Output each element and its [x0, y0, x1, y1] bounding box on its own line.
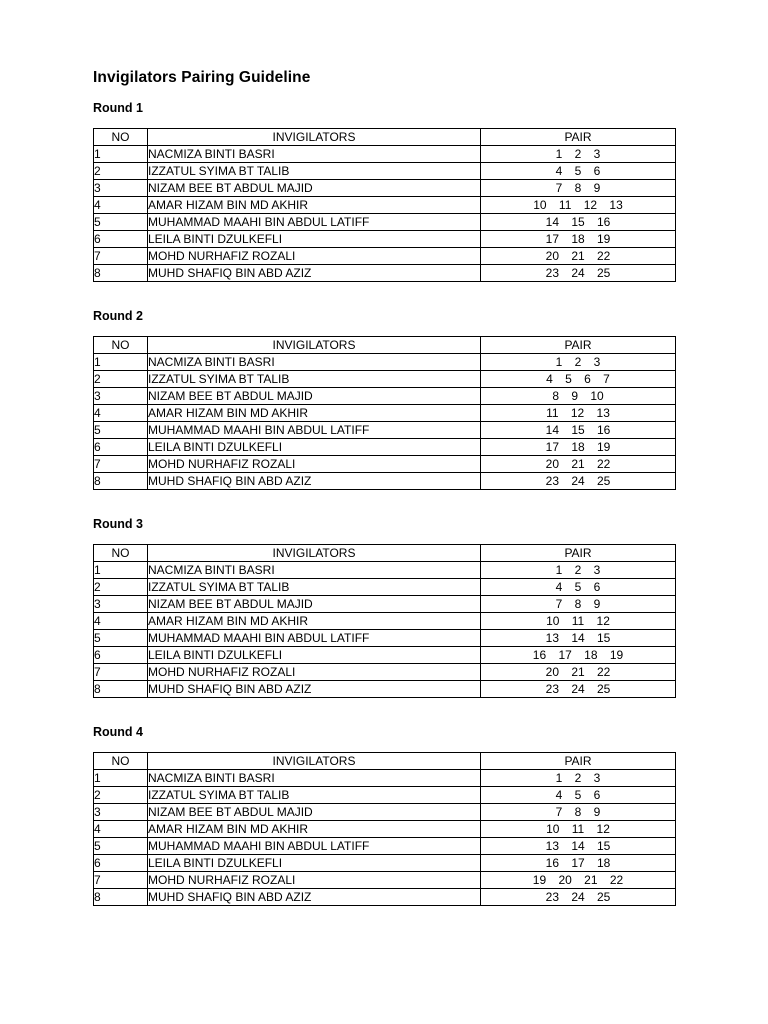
- row-number-cell: 4: [94, 821, 148, 838]
- row-number-cell: 3: [94, 804, 148, 821]
- table-row: [94, 562, 676, 579]
- table-header-row: [94, 337, 676, 354]
- pair-numbers-cell: 1 2 3: [481, 770, 676, 787]
- column-header-invigilators: INVIGILATORS: [148, 337, 481, 354]
- table-row: [94, 855, 676, 872]
- table-row: [94, 146, 676, 163]
- table-row: [94, 354, 676, 371]
- pair-numbers-cell: 10 11 12 13: [481, 197, 676, 214]
- pair-numbers-cell: 17 18 19: [481, 231, 676, 248]
- row-number-cell: 2: [94, 579, 148, 596]
- pair-numbers-cell: 4 5 6 7: [481, 371, 676, 388]
- invigilator-name-cell: AMAR HIZAM BIN MD AKHIR: [148, 821, 481, 838]
- pair-numbers-cell: 14 15 16: [481, 214, 676, 231]
- table-row: [94, 596, 676, 613]
- table-row: [94, 787, 676, 804]
- row-number-cell: 7: [94, 248, 148, 265]
- table-row: [94, 265, 676, 282]
- invigilator-name-cell: MUHAMMAD MAAHI BIN ABDUL LATIFF: [148, 838, 481, 855]
- pair-numbers-cell: 4 5 6: [481, 787, 676, 804]
- pair-numbers-cell: 1 2 3: [481, 354, 676, 371]
- invigilator-name-cell: IZZATUL SYIMA BT TALIB: [148, 787, 481, 804]
- round-3-table: [93, 544, 676, 698]
- round-2-table: [93, 336, 676, 490]
- pair-numbers-cell: 20 21 22: [481, 456, 676, 473]
- row-number-cell: 5: [94, 838, 148, 855]
- invigilator-name-cell: MUHAMMAD MAAHI BIN ABDUL LATIFF: [148, 630, 481, 647]
- invigilator-name-cell: LEILA BINTI DZULKEFLI: [148, 855, 481, 872]
- table-row: [94, 647, 676, 664]
- table-row: [94, 214, 676, 231]
- row-number-cell: 6: [94, 231, 148, 248]
- invigilator-name-cell: NIZAM BEE BT ABDUL MAJID: [148, 180, 481, 197]
- table-row: [94, 889, 676, 906]
- pair-numbers-cell: 7 8 9: [481, 804, 676, 821]
- invigilator-name-cell: LEILA BINTI DZULKEFLI: [148, 439, 481, 456]
- row-number-cell: 1: [94, 562, 148, 579]
- pair-numbers-cell: 23 24 25: [481, 473, 676, 490]
- table-row: [94, 197, 676, 214]
- invigilator-name-cell: MOHD NURHAFIZ ROZALI: [148, 456, 481, 473]
- table-row: [94, 371, 676, 388]
- round-1-table: [93, 128, 676, 282]
- table-row: [94, 473, 676, 490]
- pair-numbers-cell: 13 14 15: [481, 630, 676, 647]
- pair-numbers-cell: 1 2 3: [481, 146, 676, 163]
- row-number-cell: 7: [94, 872, 148, 889]
- column-header-pair: PAIR: [481, 753, 676, 770]
- table-row: [94, 163, 676, 180]
- invigilator-name-cell: NIZAM BEE BT ABDUL MAJID: [148, 804, 481, 821]
- row-number-cell: 3: [94, 180, 148, 197]
- invigilator-name-cell: MUHAMMAD MAAHI BIN ABDUL LATIFF: [148, 214, 481, 231]
- row-number-cell: 7: [94, 664, 148, 681]
- invigilator-name-cell: NIZAM BEE BT ABDUL MAJID: [148, 388, 481, 405]
- pair-numbers-cell: 23 24 25: [481, 681, 676, 698]
- pair-numbers-cell: 4 5 6: [481, 163, 676, 180]
- invigilator-name-cell: AMAR HIZAM BIN MD AKHIR: [148, 613, 481, 630]
- row-number-cell: 6: [94, 855, 148, 872]
- invigilator-name-cell: IZZATUL SYIMA BT TALIB: [148, 163, 481, 180]
- pair-numbers-cell: 20 21 22: [481, 664, 676, 681]
- round-label: Round 2: [93, 309, 143, 323]
- row-number-cell: 2: [94, 371, 148, 388]
- row-number-cell: 5: [94, 630, 148, 647]
- invigilator-name-cell: IZZATUL SYIMA BT TALIB: [148, 579, 481, 596]
- round-4-table: [93, 752, 676, 906]
- column-header-invigilators: INVIGILATORS: [148, 545, 481, 562]
- column-header-pair: PAIR: [481, 337, 676, 354]
- round-2-section: [93, 309, 675, 490]
- row-number-cell: 4: [94, 613, 148, 630]
- pair-numbers-cell: 8 9 10: [481, 388, 676, 405]
- pair-numbers-cell: 23 24 25: [481, 889, 676, 906]
- pair-numbers-cell: 7 8 9: [481, 180, 676, 197]
- column-header-no: NO: [94, 545, 148, 562]
- invigilator-name-cell: MUHD SHAFIQ BIN ABD AZIZ: [148, 889, 481, 906]
- page-title: Invigilators Pairing Guideline: [93, 69, 311, 86]
- invigilator-name-cell: MOHD NURHAFIZ ROZALI: [148, 248, 481, 265]
- table-row: [94, 231, 676, 248]
- pair-numbers-cell: 14 15 16: [481, 422, 676, 439]
- pair-numbers-cell: 1 2 3: [481, 562, 676, 579]
- table-row: [94, 630, 676, 647]
- round-label: Round 4: [93, 725, 143, 739]
- pair-numbers-cell: 19 20 21 22: [481, 872, 676, 889]
- pair-numbers-cell: 10 11 12: [481, 821, 676, 838]
- invigilator-name-cell: NACMIZA BINTI BASRI: [148, 770, 481, 787]
- round-4-section: [93, 725, 675, 906]
- pair-numbers-cell: 16 17 18: [481, 855, 676, 872]
- invigilator-name-cell: NACMIZA BINTI BASRI: [148, 146, 481, 163]
- table-row: [94, 770, 676, 787]
- invigilator-name-cell: NACMIZA BINTI BASRI: [148, 562, 481, 579]
- invigilator-name-cell: MUHD SHAFIQ BIN ABD AZIZ: [148, 265, 481, 282]
- pair-numbers-cell: 13 14 15: [481, 838, 676, 855]
- round-label: Round 1: [93, 101, 143, 115]
- round-3-section: [93, 517, 675, 698]
- row-number-cell: 8: [94, 681, 148, 698]
- table-row: [94, 405, 676, 422]
- column-header-no: NO: [94, 337, 148, 354]
- column-header-no: NO: [94, 753, 148, 770]
- row-number-cell: 8: [94, 473, 148, 490]
- row-number-cell: 2: [94, 163, 148, 180]
- column-header-no: NO: [94, 129, 148, 146]
- row-number-cell: 1: [94, 770, 148, 787]
- invigilator-name-cell: AMAR HIZAM BIN MD AKHIR: [148, 405, 481, 422]
- row-number-cell: 6: [94, 647, 148, 664]
- row-number-cell: 6: [94, 439, 148, 456]
- table-row: [94, 681, 676, 698]
- invigilator-name-cell: LEILA BINTI DZULKEFLI: [148, 647, 481, 664]
- invigilator-name-cell: AMAR HIZAM BIN MD AKHIR: [148, 197, 481, 214]
- table-row: [94, 180, 676, 197]
- column-header-invigilators: INVIGILATORS: [148, 753, 481, 770]
- table-row: [94, 439, 676, 456]
- invigilator-name-cell: MOHD NURHAFIZ ROZALI: [148, 664, 481, 681]
- row-number-cell: 4: [94, 405, 148, 422]
- pair-numbers-cell: 20 21 22: [481, 248, 676, 265]
- pair-numbers-cell: 7 8 9: [481, 596, 676, 613]
- invigilator-name-cell: NIZAM BEE BT ABDUL MAJID: [148, 596, 481, 613]
- table-row: [94, 579, 676, 596]
- round-1-section: [93, 101, 675, 282]
- row-number-cell: 2: [94, 787, 148, 804]
- pair-numbers-cell: 11 12 13: [481, 405, 676, 422]
- row-number-cell: 3: [94, 388, 148, 405]
- table-row: [94, 872, 676, 889]
- invigilator-name-cell: IZZATUL SYIMA BT TALIB: [148, 371, 481, 388]
- table-row: [94, 664, 676, 681]
- table-row: [94, 422, 676, 439]
- pair-numbers-cell: 10 11 12: [481, 613, 676, 630]
- table-row: [94, 248, 676, 265]
- pair-numbers-cell: 4 5 6: [481, 579, 676, 596]
- invigilator-name-cell: MUHD SHAFIQ BIN ABD AZIZ: [148, 681, 481, 698]
- table-row: [94, 613, 676, 630]
- row-number-cell: 4: [94, 197, 148, 214]
- table-row: [94, 821, 676, 838]
- table-row: [94, 838, 676, 855]
- column-header-invigilators: INVIGILATORS: [148, 129, 481, 146]
- pair-numbers-cell: 16 17 18 19: [481, 647, 676, 664]
- table-row: [94, 456, 676, 473]
- row-number-cell: 1: [94, 146, 148, 163]
- invigilator-name-cell: MUHD SHAFIQ BIN ABD AZIZ: [148, 473, 481, 490]
- invigilator-name-cell: NACMIZA BINTI BASRI: [148, 354, 481, 371]
- invigilator-name-cell: MUHAMMAD MAAHI BIN ABDUL LATIFF: [148, 422, 481, 439]
- row-number-cell: 5: [94, 214, 148, 231]
- row-number-cell: 7: [94, 456, 148, 473]
- row-number-cell: 3: [94, 596, 148, 613]
- table-row: [94, 804, 676, 821]
- invigilator-name-cell: MOHD NURHAFIZ ROZALI: [148, 872, 481, 889]
- invigilator-name-cell: LEILA BINTI DZULKEFLI: [148, 231, 481, 248]
- row-number-cell: 8: [94, 265, 148, 282]
- column-header-pair: PAIR: [481, 129, 676, 146]
- pair-numbers-cell: 23 24 25: [481, 265, 676, 282]
- table-row: [94, 388, 676, 405]
- table-header-row: [94, 129, 676, 146]
- pair-numbers-cell: 17 18 19: [481, 439, 676, 456]
- table-header-row: [94, 753, 676, 770]
- row-number-cell: 5: [94, 422, 148, 439]
- row-number-cell: 8: [94, 889, 148, 906]
- row-number-cell: 1: [94, 354, 148, 371]
- round-label: Round 3: [93, 517, 143, 531]
- column-header-pair: PAIR: [481, 545, 676, 562]
- table-header-row: [94, 545, 676, 562]
